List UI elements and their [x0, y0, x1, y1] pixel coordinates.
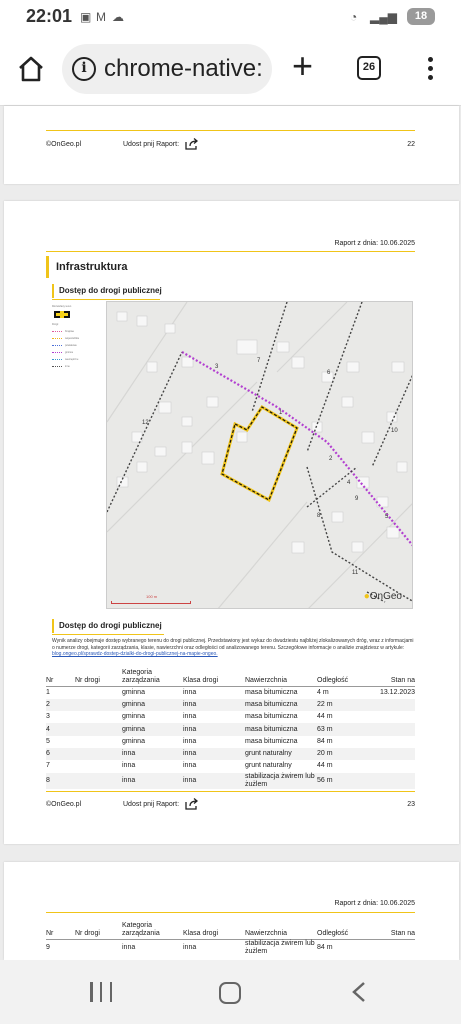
table-cell: masa bitumiczna — [245, 713, 298, 721]
map-canvas — [107, 302, 413, 609]
header-divider — [46, 251, 415, 252]
table-row — [46, 773, 415, 789]
road-number-label: 6 — [327, 370, 331, 376]
table-cell: 84 m — [317, 737, 333, 745]
footer-divider — [46, 130, 415, 131]
share-report-label: Udost pnij Raport: — [123, 141, 180, 148]
legend-item: Rozważany teren — [52, 305, 72, 308]
table-cell: masa bitumiczna — [245, 688, 298, 696]
share-icon[interactable] — [185, 798, 199, 810]
table-cell: grunt naturalny — [245, 762, 292, 770]
table-cell: inna — [122, 773, 183, 789]
table-cell: inna — [122, 748, 183, 760]
cloud-icon: ☁ — [112, 10, 124, 24]
table-cell: masa bitumiczna — [245, 737, 298, 745]
table-cell: inna — [122, 944, 136, 951]
column-header: Kategoria zarządzania — [122, 669, 183, 687]
column-header: Nr — [46, 922, 75, 940]
table-row — [46, 760, 415, 772]
footer-divider — [46, 791, 415, 792]
column-header: Nr — [46, 669, 75, 687]
page-number: 23 — [407, 801, 415, 808]
table-cell: 4 — [46, 723, 75, 735]
road-number-label: 4 — [347, 480, 351, 486]
table-title: Dostęp do drogi publicznej — [52, 619, 162, 633]
table-cell: 13.12.2023 — [379, 688, 415, 696]
table-cell: 84 m — [317, 944, 333, 951]
road-number-label: 5 — [385, 514, 389, 520]
column-header: Stan na — [372, 669, 415, 687]
system-navigation-bar — [0, 960, 461, 1024]
table-cell: grunt naturalny — [245, 748, 317, 760]
road-number-label: 12 — [142, 420, 149, 426]
gmail-icon: M — [96, 10, 106, 24]
legend-item: wewnętrzne — [65, 358, 79, 361]
pdf-page-22 — [4, 106, 459, 184]
table-cell — [75, 748, 122, 760]
home-icon — [16, 54, 46, 84]
table-cell: 4 m — [317, 688, 329, 696]
ongeo-logo: ●OnGeo — [363, 591, 402, 602]
table-row — [46, 687, 415, 699]
column-header: Nr drogi — [75, 669, 122, 687]
map-scale-label: 100 m — [146, 594, 158, 599]
table-cell: 7 — [46, 762, 50, 770]
legend-item: powiatowe — [65, 344, 77, 347]
site-info-icon[interactable]: i — [72, 57, 96, 81]
back-button[interactable] — [352, 982, 366, 1002]
table-cell — [75, 699, 122, 711]
legend-item: wojewódzkie — [65, 337, 80, 340]
road-number-label: 10 — [391, 428, 398, 434]
new-tab-button[interactable]: + — [292, 45, 314, 86]
map-scale-bar — [111, 594, 191, 604]
pdf-page-24 — [4, 862, 459, 960]
battery-indicator: 18 — [407, 8, 435, 25]
table-cell — [372, 699, 415, 711]
legend-item: gminne — [65, 351, 74, 354]
report-date: Raport z dnia: 10.06.2025 — [334, 900, 415, 907]
map-title: Dostęp do drogi publicznej — [52, 284, 162, 298]
footer-brand: ©OnGeo.pl — [46, 141, 82, 148]
table-cell — [372, 760, 415, 772]
table-row — [46, 748, 415, 760]
legend-item: inne — [65, 365, 70, 368]
road-access-map[interactable] — [106, 301, 413, 609]
url-text[interactable]: chrome-native: — [104, 55, 263, 82]
table-cell — [372, 748, 415, 760]
screenshot-icon: ▣ — [80, 10, 92, 24]
column-header: Nawierzchnia — [245, 922, 317, 940]
road-access-table-continued — [46, 922, 415, 956]
column-header: Nawierzchnia — [245, 669, 317, 687]
table-cell: inna — [183, 723, 245, 735]
clock: 22:01 — [26, 6, 73, 26]
table-cell: gminna — [122, 688, 145, 696]
legend-item: Drogi: — [52, 323, 59, 326]
column-header: Nr drogi — [75, 922, 122, 940]
table-cell: inna — [183, 699, 245, 711]
table-cell: 22 m — [317, 699, 372, 711]
page-number: 22 — [407, 141, 415, 148]
home-nav-button[interactable] — [219, 982, 241, 1004]
address-bar[interactable] — [62, 44, 272, 94]
table-cell: 9 — [46, 944, 50, 951]
road-number-label: 2 — [329, 456, 333, 462]
footer-brand: ©OnGeo.pl — [46, 801, 82, 808]
column-header: Klasa drogi — [183, 669, 245, 687]
road-number-label: 7 — [257, 358, 261, 364]
table-cell: 63 m — [317, 723, 372, 735]
table-cell — [75, 736, 122, 748]
status-bar — [0, 0, 461, 34]
table-cell: 2 — [46, 699, 75, 711]
table-cell: gminna — [122, 699, 183, 711]
table-cell — [75, 773, 122, 789]
road-number-label: 3 — [215, 364, 219, 370]
table-cell: gminna — [122, 737, 145, 745]
map-legend — [52, 303, 104, 370]
column-header: Odległość — [317, 669, 372, 687]
road-number-label: 8 — [317, 513, 321, 519]
header-divider — [46, 912, 415, 913]
table-cell: inna — [183, 688, 197, 696]
table-cell: inna — [122, 762, 136, 770]
table-cell: stabilizacja żwirem lub żużlem — [245, 773, 317, 789]
table-row — [46, 723, 415, 735]
table-cell: 5 — [46, 737, 50, 745]
table-row — [46, 940, 415, 957]
article-link[interactable]: blog.ongeo.pl/sprawdz-dostep-dzialki-do-drogi-publicznej-na-mapie-ongeo. — [52, 651, 218, 657]
table-cell: gminna — [122, 713, 145, 721]
table-cell: 56 m — [317, 773, 372, 789]
table-row — [46, 711, 415, 723]
road-number-label: 1 — [279, 410, 283, 416]
table-cell: masa bitumiczna — [245, 723, 317, 735]
table-cell: 8 — [46, 773, 75, 789]
table-cell: masa bitumiczna — [245, 699, 317, 711]
table-cell: 44 m — [317, 713, 333, 721]
recent-apps-button[interactable] — [90, 982, 112, 1002]
table-cell — [75, 940, 122, 957]
browser-toolbar — [0, 34, 461, 106]
table-cell: stabilizacja żwirem lub żużlem — [245, 940, 315, 955]
wifi-icon: ◔ — [350, 10, 358, 24]
table-cell — [372, 711, 415, 723]
table-cell: inna — [183, 713, 197, 721]
table-cell — [372, 736, 415, 748]
table-cell — [372, 773, 415, 789]
home-button[interactable] — [16, 54, 46, 84]
table-cell: 44 m — [317, 762, 333, 770]
table-cell — [75, 711, 122, 723]
table-cell — [372, 940, 415, 957]
section-title: Infrastruktura — [46, 256, 415, 278]
table-cell: inna — [183, 944, 197, 951]
pdf-page-23 — [4, 201, 459, 844]
road-number-label: 9 — [355, 496, 359, 502]
table-cell: 6 — [46, 748, 75, 760]
table-cell: 1 — [46, 688, 50, 696]
table-cell: inna — [183, 737, 197, 745]
road-access-table — [46, 669, 415, 789]
table-cell — [372, 723, 415, 735]
column-header: Stan na — [372, 922, 415, 940]
analysis-description: Wynik analizy obejmuje dostęp wybranego terenu do drogi publicznej. Przedstawiony jest wykaz do dwudziestu najbliżej zlokalizowanych dróg, wraz z informacjami o numerze drogi, kategorii zarządzania, klasie, nawierzchni oraz odległości od analizowanego terenu. Szczegółowe informacje o analizie znajdziesz w artykule: blog.ongeo.pl/sprawdz-dostep-dzialki-do-drogi-publicznej-na-mapie-ongeo. — [52, 638, 414, 657]
table-cell: inna — [183, 773, 245, 789]
legend-item: Krajowe — [65, 330, 75, 333]
legend-area-swatch — [54, 311, 70, 318]
column-header: Klasa drogi — [183, 922, 245, 940]
table-cell — [75, 687, 122, 699]
table-cell — [75, 760, 122, 772]
table-cell: gminna — [122, 723, 183, 735]
tab-switcher-button[interactable]: 26 — [357, 56, 381, 80]
table-cell: inna — [183, 762, 197, 770]
column-header: Odległość — [317, 922, 372, 940]
report-date: Raport z dnia: 10.06.2025 — [334, 240, 415, 247]
table-row — [46, 699, 415, 711]
share-report-label: Udost pnij Raport: — [123, 801, 180, 808]
table-cell: 3 — [46, 713, 50, 721]
table-cell: 20 m — [317, 748, 372, 760]
menu-button[interactable] — [420, 54, 440, 84]
column-header: Kategoria zarządzania — [122, 922, 183, 940]
signal-icon: ▂▄▆ — [370, 10, 397, 24]
table-cell: inna — [183, 748, 245, 760]
share-icon[interactable] — [185, 138, 199, 150]
road-number-label: 11 — [352, 570, 359, 576]
table-row — [46, 736, 415, 748]
table-cell — [75, 723, 122, 735]
